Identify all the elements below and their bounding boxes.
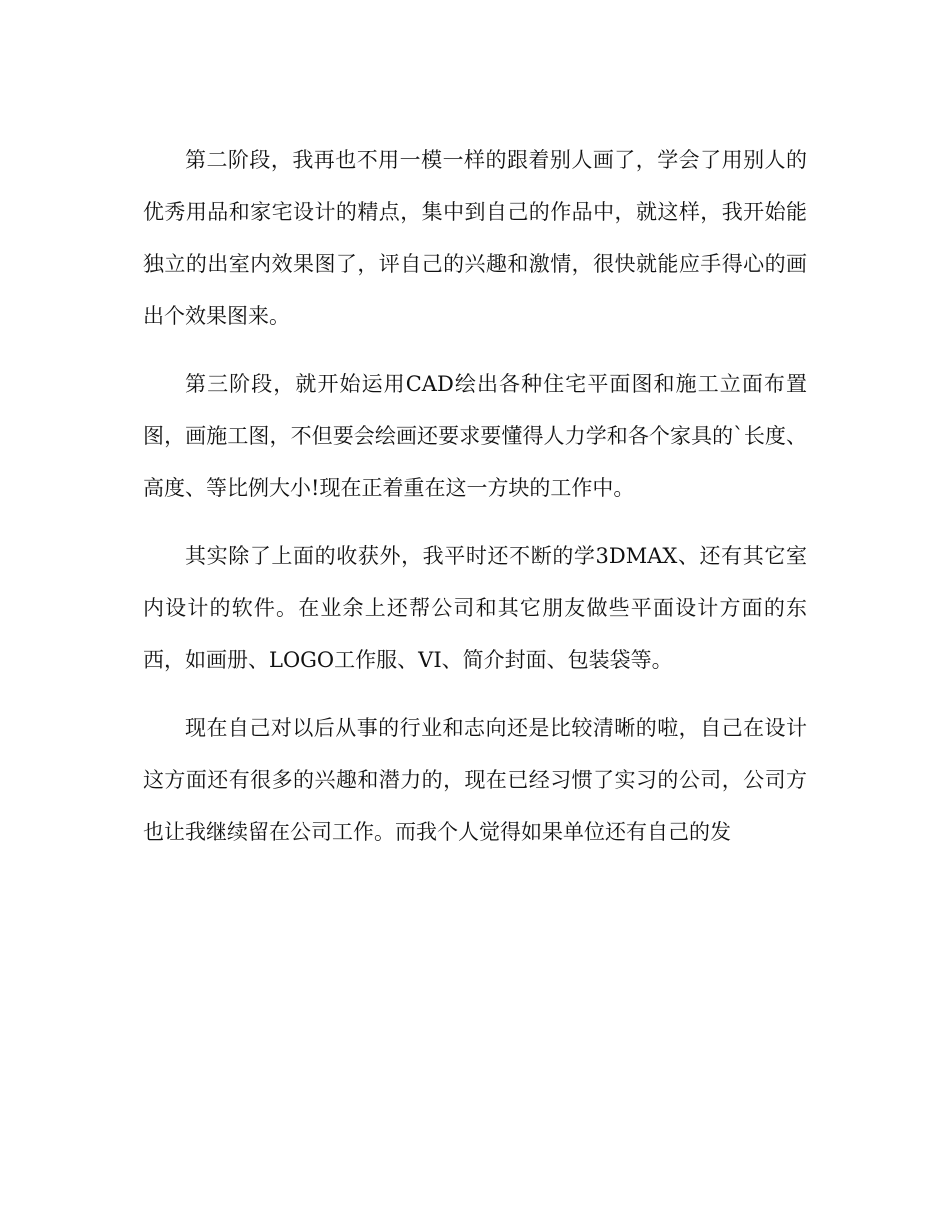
document-body (143, 134, 807, 874)
paragraph-stage-three: 第三阶段，就开始运用CAD绘出各种住宅平面图和施工立面布置图，画施工图，不但要会绘画还要求要懂得人力学和各个家具的`长度、高度、等比例大小!现在正着重在这一方块的工作中。 (143, 372, 807, 500)
paragraph-other-gains: 其实除了上面的收获外，我平时还不断的学3DMAX、还有其它室内设计的软件。在业余上还帮公司和其它朋友做些平面设计方面的东西，如画册、LOGO工作服、VI、简介封面、包装袋等。 (143, 544, 807, 672)
paragraph-future-plans: 现在自己对以后从事的行业和志向还是比较清晰的啦，自己在设计这方面还有很多的兴趣和潜力的，现在已经习惯了实习的公司，公司方也让我继续留在公司工作。而我个人觉得如果单位还有自己的发 (143, 716, 807, 844)
paragraph-stage-two: 第二阶段，我再也不用一模一样的跟着别人画了，学会了用别人的优秀用品和家宅设计的精点，集中到自己的作品中，就这样，我开始能独立的出室内效果图了，评自己的兴趣和激情，很快就能应手得心的画出个效果图来。 (143, 148, 807, 328)
